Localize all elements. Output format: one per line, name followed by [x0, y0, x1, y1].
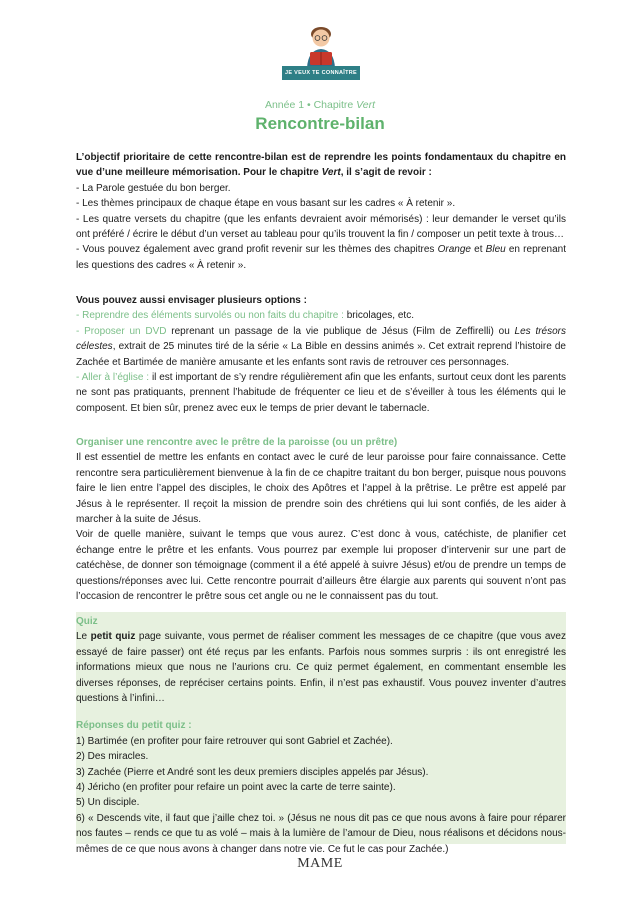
answer-item: 4) Jéricho (en profiter pour refaire un point avec la carte de terre sainte). — [76, 782, 396, 794]
intro-section — [76, 150, 566, 273]
answer-item: 3) Zachée (Pierre et André sont les deux premiers disciples appelés par Jésus). — [76, 766, 429, 778]
priest-heading: Organiser une rencontre avec le prêtre de la paroisse (ou un prêtre) — [76, 437, 398, 448]
option-item: - Proposer un DVD reprenant un passage de la vie publique de Jésus (Film de Zeffirelli) ou Les trésors célestes, extrait de 25 minutes tiré de la série « La Bible en dessins animés ». Cet extrait reprend l’histoire de Zachée et Bartimée de manière amusante et les enfants sont ravis de retrouver ces personnages. — [76, 325, 567, 368]
publisher-logo: MAME — [297, 856, 343, 871]
answer-item: 6) « Descends vite, il faut que j’aille chez toi. » (Jésus ne nous dit pas ce que nous avons à faire pour réparer nos fautes – rends ce que tu as volé – mais à la lumière de l’amour de Dieu, nous réalisons et décidons nous-mêmes de ce que nous avons à changer dans notre vie. Ce fut le cas pour Zachée.) — [76, 812, 566, 855]
answers-heading: Réponses du petit quiz : — [76, 720, 192, 732]
option-item: - Aller à l’église : il est important de s’y rendre régulièrement afin que les enfants, surtout ceux dont les parents ne sont pas pratiquants, prennent l’habitude de fréquenter ce lieu et de s’éveiller à tous les éléments qui le composent. Et bien sûr, prenez avec eux le temps de prier devant le tabernacle. — [76, 372, 566, 414]
priest-section — [76, 435, 566, 604]
quiz-text: Le petit quiz page suivante, vous permet de réaliser comment les messages de ce chapitre (que vous avez essayé de faire passer) ont été reçus par les enfants. Parfois nous sommes surpris : ils ont enregistré les informations mieux que nous ne l’aurions cru. Ce quiz permet également, en commentant ensemble les diverses réponses, de repréciser certains points. Enfin, il n’est pas exhaustif. Vous pouvez inventer d’autres questions à l’infini… — [76, 631, 566, 705]
logo — [282, 22, 360, 84]
priest-paragraph: Il est essentiel de mettre les enfants en contact avec le curé de leur paroisse pour faire connaissance. Cette rencontre sera particulièrement bienvenue à la fin de ce chapitre traitant du bon berger, puisque nous pouvons faire le lien entre l’appel des disciples, le choix des Apôtres et l’appel à la prêtrise. Le prêtre est appelé par Jésus à le représenter. Il reçoit la mission de prendre soin des chrétiens qui lui sont confiés, de les aider à marcher à la suite de Jésus. — [76, 452, 566, 526]
intro-item: - Les quatre versets du chapitre (que les enfants devraient avoir mémorisés) : leur demander le verset qu’ils ont préféré / écrire le début d’un verset au tableau pour qu’ils trouvent la fin / composer un petit texte à trous… — [76, 213, 566, 241]
answer-item: 5) Un disciple. — [76, 797, 140, 809]
answer-item: 1) Bartimée (en profiter pour faire retrouver qui sont Gabriel et Zachée). — [76, 735, 393, 747]
logo-band: JE VEUX TE CONNAÎTRE — [282, 66, 360, 80]
quiz-heading: Quiz — [76, 616, 98, 627]
answer-item: 2) Des miracles. — [76, 751, 149, 763]
boy-reading-icon — [282, 22, 360, 68]
quiz-section — [76, 614, 566, 857]
intro-item: - La Parole gestuée du bon berger. — [76, 182, 231, 194]
intro-item: - Vous pouvez également avec grand profit revenir sur les thèmes des chapitres Orange et Bleu en reprenant les questions des cadres « À retenir ». — [76, 244, 566, 271]
priest-paragraph: Voir de quelle manière, suivant le temps que vous aurez. C’est donc à vous, catéchiste, de planifier cet échange entre le prêtre et les enfants. Vous pourrez par exemple lui proposer d’intervenir sur une part de catéchèse, de donner son témoignage (comment il a été appelé à suivre Jésus) et/ou de prendre un temps de questions/réponses avec lui. Cette rencontre pourrait d’ailleurs être élargie aux parents qui souvent n’ont pas l’occasion de rencontrer le prêtre sous cet angle ou ne le connaissent pas du tout. — [76, 529, 566, 603]
option-item: - Reprendre des éléments survolés ou non faits du chapitre : bricolages, etc. — [76, 310, 414, 322]
options-heading: Vous pouvez aussi envisager plusieurs options : — [76, 295, 307, 306]
page-subtitle: Année 1 • Chapitre Vert — [264, 99, 376, 111]
page-title: Rencontre-bilan — [255, 114, 385, 133]
intro-lead: L’objectif prioritaire de cette rencontre-bilan est de reprendre les points fondamentaux du chapitre en vue d’une meilleure mémorisation. Pour le chapitre Vert, il s’agit de revoir : — [76, 152, 566, 179]
intro-item: - Les thèmes principaux de chaque étape en vous basant sur les cadres « À retenir ». — [76, 198, 456, 210]
options-section — [76, 293, 566, 416]
